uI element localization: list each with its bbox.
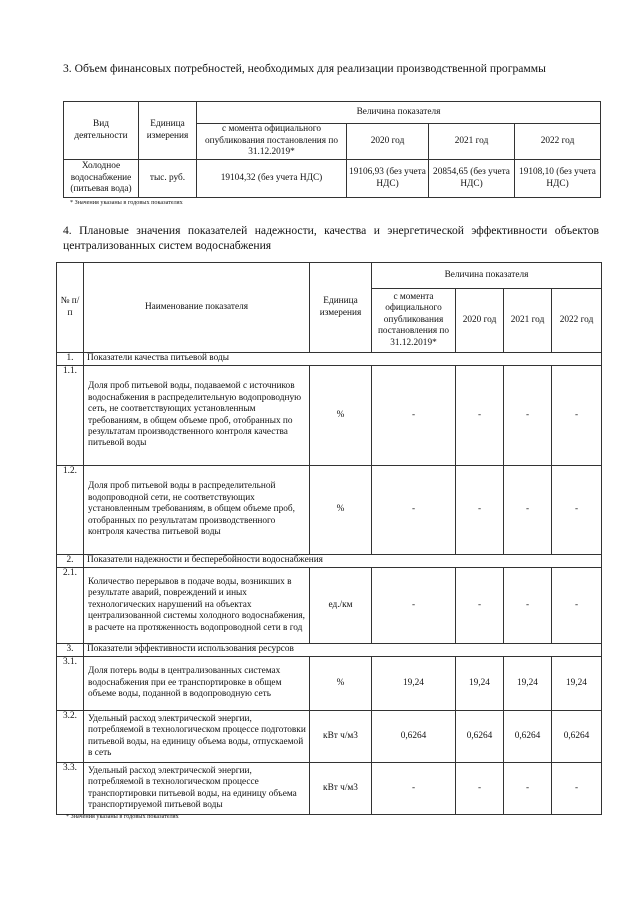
row-unit: % <box>310 366 372 466</box>
row-num: 3.1. <box>57 657 84 711</box>
row-official: - <box>372 763 456 815</box>
cell-official: 19104,32 (без учета НДС) <box>197 160 347 198</box>
row-official: - <box>372 366 456 466</box>
table-row <box>57 366 602 466</box>
table-row <box>57 657 602 711</box>
section-title: Показатели качества питьевой воды <box>84 353 602 366</box>
section-row <box>57 353 602 366</box>
row-name: Удельный расход электрической энергии, потребляемой в технологическом процессе подготовки питьевой воды, на единицу объема воды, отпускаемой в сеть <box>84 711 310 763</box>
row-unit: ед./км <box>310 568 372 644</box>
cell-2021: 20854,65 (без учета НДС) <box>429 160 515 198</box>
header-value-group: Величина показателя <box>372 263 602 289</box>
cell-2022: 19108,10 (без учета НДС) <box>515 160 601 198</box>
row-official: - <box>372 466 456 555</box>
header-2020: 2020 год <box>347 124 429 160</box>
header-unit: Единица измерения <box>310 263 372 353</box>
section-title: Показатели эффективности использования ресурсов <box>84 644 602 657</box>
row-name: Доля проб питьевой воды, подаваемой с источников водоснабжения в распределительную водопроводную сеть, не соответствующих установленным требованиям, в общем объеме проб, отобранных по результатам производственного контроля качества питьевой воды <box>84 366 310 466</box>
table-row <box>57 763 602 815</box>
header-2022: 2022 год <box>515 124 601 160</box>
financial-needs-table <box>63 101 601 198</box>
header-2021: 2021 год <box>429 124 515 160</box>
row-official: 0,6264 <box>372 711 456 763</box>
section-num: 1. <box>57 353 84 366</box>
row-2022: - <box>552 366 602 466</box>
row-2021: 0,6264 <box>504 711 552 763</box>
section-row <box>57 555 602 568</box>
cell-2020: 19106,93 (без учета НДС) <box>347 160 429 198</box>
row-unit: % <box>310 466 372 555</box>
header-2021: 2021 год <box>504 289 552 353</box>
row-num: 3.2. <box>57 711 84 763</box>
section-3-footnote: * Значения указаны в годовых показателях <box>70 199 183 206</box>
row-2022: - <box>552 466 602 555</box>
table-row <box>64 160 601 198</box>
row-2022: - <box>552 763 602 815</box>
table-row <box>57 711 602 763</box>
section-num: 2. <box>57 555 84 568</box>
row-name: Удельный расход электрической энергии, потребляемой в технологическом процессе транспортировки питьевой воды, на единицу объема транспортируемой питьевой воды <box>84 763 310 815</box>
row-2021: - <box>504 466 552 555</box>
row-num: 2.1. <box>57 568 84 644</box>
cell-activity: Холодное водоснабжение (питьевая вода) <box>64 160 139 198</box>
section-4-title: 4. Плановые значения показателей надежности, качества и энергетической эффективности объектов централизованных систем водоснабжения <box>63 224 599 252</box>
row-num: 1.1. <box>57 366 84 466</box>
row-2021: - <box>504 366 552 466</box>
row-2021: 19,24 <box>504 657 552 711</box>
header-official: с момента официального опубликования постановления по 31.12.2019* <box>372 289 456 353</box>
row-name: Доля проб питьевой воды в распределительной водопроводной сети, не соответствующих установленным требованиям, в общем объеме проб, отобранных по результатам производственного контроля качества питьевой воды <box>84 466 310 555</box>
header-official: с момента официального опубликования постановления по 31.12.2019* <box>197 124 347 160</box>
section-num: 3. <box>57 644 84 657</box>
row-2022: 0,6264 <box>552 711 602 763</box>
table-row <box>57 568 602 644</box>
section-row <box>57 644 602 657</box>
row-2020: - <box>456 763 504 815</box>
header-unit: Единица измерения <box>139 102 197 160</box>
header-2020: 2020 год <box>456 289 504 353</box>
header-num: № п/п <box>57 263 84 353</box>
row-unit: кВт ч/м3 <box>310 711 372 763</box>
header-name: Наименование показателя <box>84 263 310 353</box>
section-3-title: 3. Объем финансовых потребностей, необходимых для реализации производственной программы <box>63 62 546 75</box>
indicators-table <box>56 262 602 815</box>
row-2021: - <box>504 568 552 644</box>
section-title: Показатели надежности и бесперебойности водоснабжения <box>84 555 602 568</box>
row-unit: кВт ч/м3 <box>310 763 372 815</box>
row-2020: 0,6264 <box>456 711 504 763</box>
row-2020: 19,24 <box>456 657 504 711</box>
row-num: 3.3. <box>57 763 84 815</box>
row-2020: - <box>456 366 504 466</box>
row-official: 19,24 <box>372 657 456 711</box>
row-unit: % <box>310 657 372 711</box>
header-value-group: Величина показателя <box>197 102 601 124</box>
row-2022: 19,24 <box>552 657 602 711</box>
row-num: 1.2. <box>57 466 84 555</box>
row-official: - <box>372 568 456 644</box>
row-2020: - <box>456 568 504 644</box>
row-name: Количество перерывов в подаче воды, возникших в результате аварий, повреждений и иных технологических нарушений на объектах централизованной системы холодного водоснабжения, в расчете на протяженность водопроводной сети в год <box>84 568 310 644</box>
row-2022: - <box>552 568 602 644</box>
row-2020: - <box>456 466 504 555</box>
row-2021: - <box>504 763 552 815</box>
header-activity: Вид деятельности <box>64 102 139 160</box>
table-row <box>57 466 602 555</box>
header-2022: 2022 год <box>552 289 602 353</box>
row-name: Доля потерь воды в централизованных системах водоснабжения при ее транспортировке в общем объеме воды, поданной в водопроводную сеть <box>84 657 310 711</box>
cell-unit: тыс. руб. <box>139 160 197 198</box>
section-4-footnote: * Значения указаны в годовых показателях <box>66 813 179 820</box>
